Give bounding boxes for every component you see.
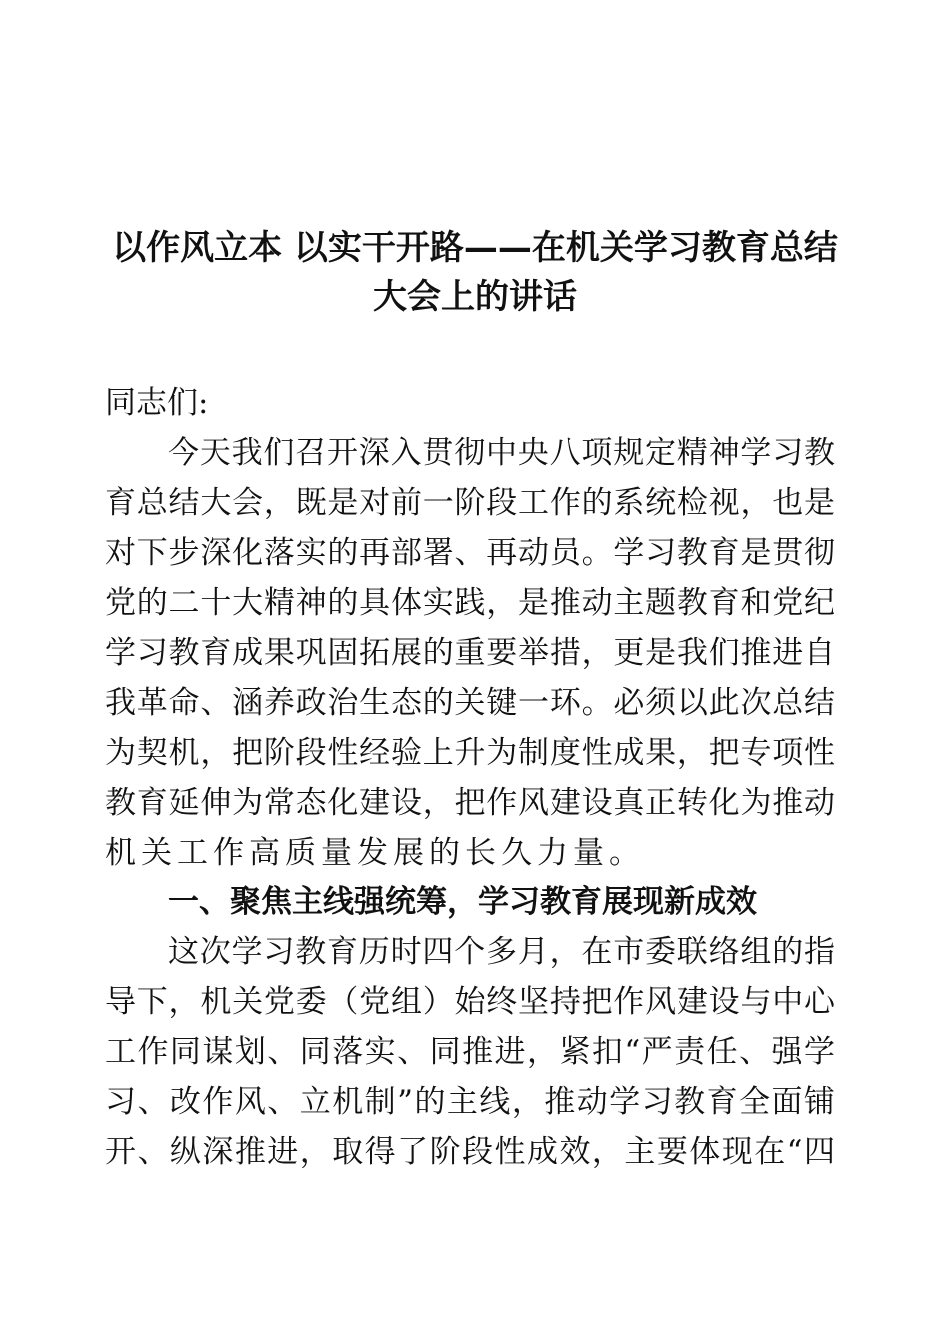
paragraph-line: 教育延伸为常态化建设，把作风建设真正转化为推动 bbox=[105, 785, 835, 821]
salutation: 同志们: bbox=[105, 385, 209, 421]
paragraph-line: 开、纵深推进，取得了阶段性成效，主要体现在“四 bbox=[105, 1134, 835, 1170]
paragraph-line: 工作同谋划、同落实、同推进，紧扣“严责任、强学 bbox=[105, 1034, 835, 1070]
paragraph-line: 导下，机关党委（党组）始终坚持把作风建设与中心 bbox=[105, 984, 835, 1020]
paragraph-line: 今天我们召开深入贯彻中央八项规定精神学习教 bbox=[168, 435, 835, 471]
paragraph-line: 机关工作高质量发展的长久力量。 bbox=[105, 835, 645, 871]
document-title-line-2: 大会上的讲话 bbox=[373, 277, 577, 317]
paragraph-line: 党的二十大精神的具体实践，是推动主题教育和党纪 bbox=[105, 585, 835, 621]
paragraph-line: 习、改作风、立机制”的主线，推动学习教育全面铺 bbox=[105, 1084, 835, 1120]
document-title-line-1: 以作风立本 以实干开路——在机关学习教育总结 bbox=[112, 228, 838, 268]
paragraph-line: 为契机，把阶段性经验上升为制度性成果，把专项性 bbox=[105, 735, 835, 771]
paragraph-line: 学习教育成果巩固拓展的重要举措，更是我们推进自 bbox=[105, 635, 835, 671]
paragraph-line: 育总结大会，既是对前一阶段工作的系统检视，也是 bbox=[105, 485, 835, 521]
section-heading: 一、聚焦主线强统筹，学习教育展现新成效 bbox=[168, 884, 757, 920]
paragraph-line: 这次学习教育历时四个多月，在市委联络组的指 bbox=[168, 934, 835, 970]
paragraph-line: 对下步深化落实的再部署、再动员。学习教育是贯彻 bbox=[105, 535, 835, 571]
paragraph-line: 我革命、涵养政治生态的关键一环。必须以此次总结 bbox=[105, 685, 835, 721]
